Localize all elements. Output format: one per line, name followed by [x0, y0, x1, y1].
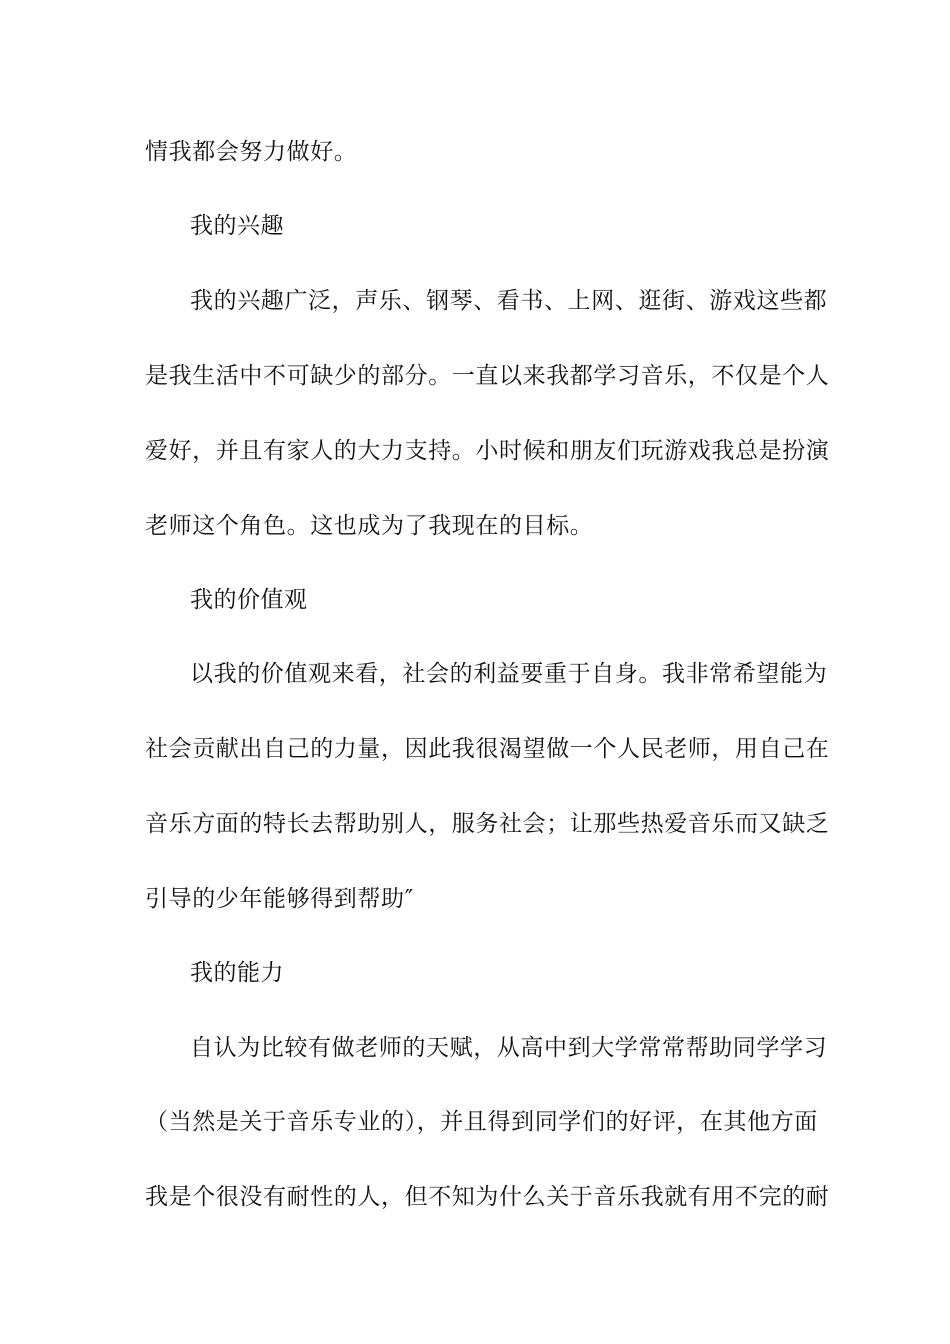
paragraph-line: 我是个很没有耐性的人，但不知为什么关于音乐我就有用不完的耐 — [145, 1184, 830, 1210]
section-heading-abilities: 我的能力 — [190, 960, 284, 986]
paragraph-line: 爱好，并且有家人的大力支持。小时候和朋友们玩游戏我总是扮演 — [145, 438, 830, 464]
section-heading-interests: 我的兴趣 — [190, 213, 284, 239]
paragraph-line: 社会贡献出自己的力量，因此我很渴望做一个人民老师，用自己在 — [145, 736, 830, 762]
paragraph-line: 音乐方面的特长去帮助别人，服务社会；让那些热爱音乐而又缺乏 — [145, 811, 830, 837]
paragraph-line: 引导的少年能够得到帮助″ — [145, 886, 414, 912]
paragraph-line: 以我的价值观来看，社会的利益要重于自身。我非常希望能为 — [190, 661, 828, 687]
paragraph-line: 是我生活中不可缺少的部分。一直以来我都学习音乐，不仅是个人 — [145, 363, 830, 389]
section-heading-values: 我的价值观 — [190, 587, 308, 613]
paragraph-line: 情我都会努力做好。 — [145, 139, 358, 165]
paragraph-line: （当然是关于音乐专业的），并且得到同学们的好评，在其他方面 — [145, 1109, 818, 1135]
paragraph-line: 自认为比较有做老师的天赋，从高中到大学常常帮助同学学习 — [190, 1035, 828, 1061]
paragraph-line: 我的兴趣广泛，声乐、钢琴、看书、上网、逛街、游戏这些都 — [190, 288, 828, 314]
paragraph-line: 老师这个角色。这也成为了我现在的目标。 — [145, 513, 594, 539]
